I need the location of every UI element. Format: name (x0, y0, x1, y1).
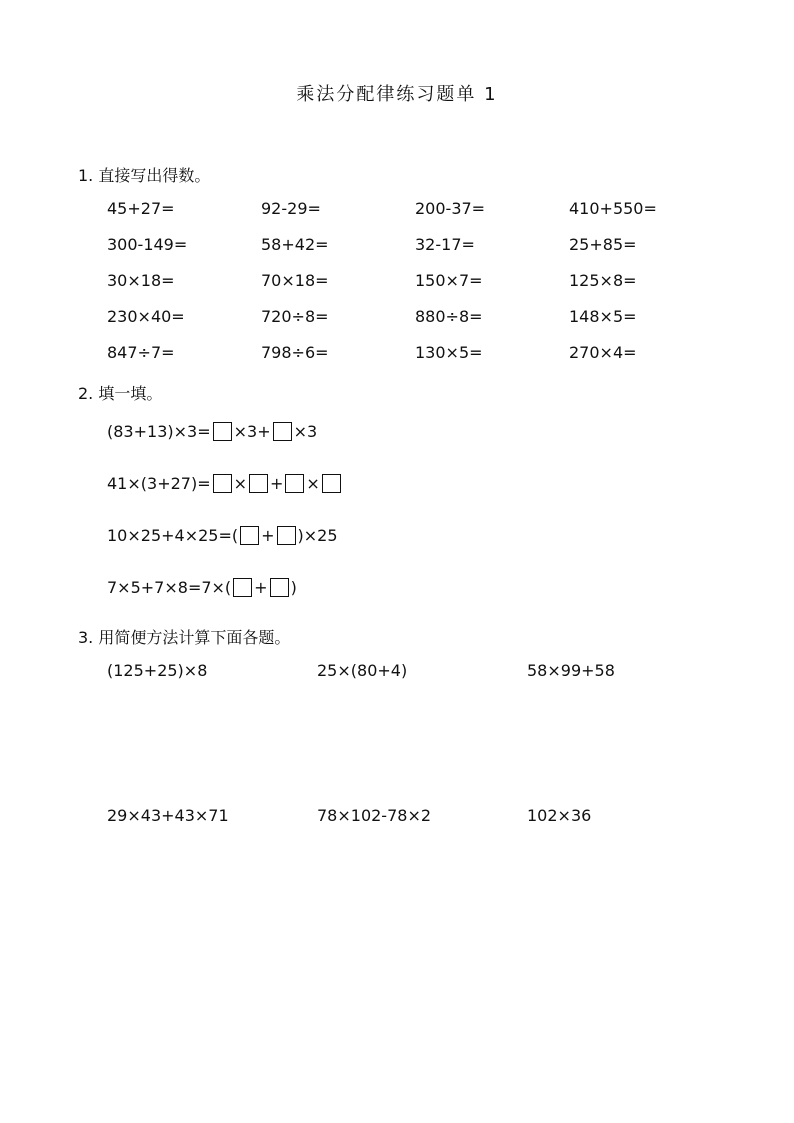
simplify-problem: 58×99+58 (527, 661, 615, 680)
expr-text: + (270, 473, 284, 493)
calc-item: 130×5= (415, 343, 483, 362)
fill-line-2 (107, 470, 343, 496)
fill-line-4 (107, 574, 297, 600)
expr-text: × (306, 473, 320, 493)
calc-item: 32-17= (415, 235, 475, 254)
calc-item: 230×40= (107, 307, 185, 326)
calc-item: 150×7= (415, 271, 483, 290)
calc-item: 25+85= (569, 235, 637, 254)
simplify-problem: (125+25)×8 (107, 661, 208, 680)
simplify-problem: 25×(80+4) (317, 661, 408, 680)
calc-row (107, 343, 727, 379)
expr-text: 7×5+7×8=7×( (107, 577, 232, 597)
calc-item: 125×8= (569, 271, 637, 290)
answer-box[interactable] (249, 474, 268, 493)
section2-heading: 2. 填一填。 (78, 384, 163, 403)
expr-text: 41×(3+27)= (107, 473, 211, 493)
calc-item: 45+27= (107, 199, 175, 218)
expr-text: ×3+ (233, 421, 271, 441)
calc-item: 200-37= (415, 199, 486, 218)
expr-text: )×25 (297, 525, 338, 545)
calc-item: 58+42= (261, 235, 329, 254)
calc-item: 847÷7= (107, 343, 175, 362)
calc-item: 270×4= (569, 343, 637, 362)
fill-line-3 (107, 522, 338, 548)
simplify-problem: 102×36 (527, 806, 592, 825)
calc-item: 410+550= (569, 199, 657, 218)
answer-box[interactable] (277, 526, 296, 545)
expr-text: (83+13)×3= (107, 421, 211, 441)
expr-text: × (233, 473, 248, 493)
simplify-problem: 29×43+43×71 (107, 806, 229, 825)
answer-box[interactable] (240, 526, 259, 545)
calc-row (107, 235, 727, 271)
calc-item: 798÷6= (261, 343, 329, 362)
expr-text: ) (290, 577, 297, 597)
answer-box[interactable] (322, 474, 341, 493)
answer-box[interactable] (233, 578, 252, 597)
expr-text: + (254, 577, 268, 597)
answer-box[interactable] (213, 422, 232, 441)
expr-text: + (261, 525, 275, 545)
calc-item: 300-149= (107, 235, 188, 254)
answer-box[interactable] (273, 422, 292, 441)
fill-line-1 (107, 418, 317, 444)
calc-item: 148×5= (569, 307, 637, 326)
answer-box[interactable] (270, 578, 289, 597)
calc-item: 92-29= (261, 199, 321, 218)
page-title: 乘法分配律练习题单 1 (296, 84, 498, 105)
calc-row (107, 307, 727, 343)
calc-item: 70×18= (261, 271, 329, 290)
section3-heading: 3. 用简便方法计算下面各题。 (78, 628, 291, 647)
expr-text: 10×25+4×25=( (107, 525, 239, 545)
section1-heading: 1. 直接写出得数。 (78, 166, 211, 185)
calc-row (107, 271, 727, 307)
expr-text: ×3 (293, 421, 318, 441)
calc-item: 880÷8= (415, 307, 483, 326)
answer-box[interactable] (285, 474, 304, 493)
simplify-problem: 78×102-78×2 (317, 806, 432, 825)
calc-item: 30×18= (107, 271, 175, 290)
calc-item: 720÷8= (261, 307, 329, 326)
mental-calc-grid (107, 199, 727, 379)
calc-row (107, 199, 727, 235)
answer-box[interactable] (213, 474, 232, 493)
